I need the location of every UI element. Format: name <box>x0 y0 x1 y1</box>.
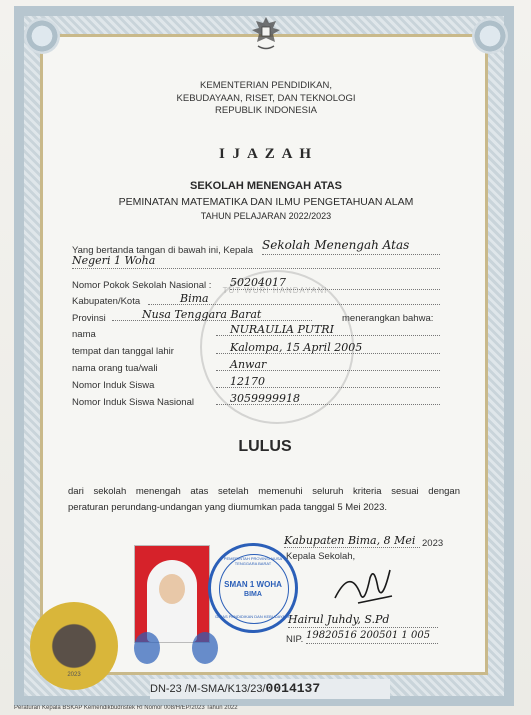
ttl-label: tempat dan tanggal lahir <box>72 346 174 357</box>
nip-label: NIP. <box>286 634 304 645</box>
ministry-line: REPUBLIK INDONESIA <box>215 105 317 116</box>
signature-icon <box>330 558 400 618</box>
kabupaten-label: Kabupaten/Kota <box>72 296 141 307</box>
headmaster-label: Kepala Sekolah, <box>286 551 356 562</box>
nisn-value: 3059999918 <box>216 392 440 405</box>
ortu-label: nama orang tua/wali <box>72 363 158 374</box>
npsn-label: Nomor Pokok Sekolah Nasional : <box>72 280 212 291</box>
fingerprint-left <box>134 632 160 664</box>
school-name-line-2: Negeri 1 Woha <box>72 254 440 269</box>
place-date: Kabupaten Bima, 8 Mei <box>284 534 420 548</box>
ortu-value: Anwar <box>216 358 440 371</box>
nama-label: nama <box>72 329 96 340</box>
fingerprint-right <box>192 632 218 664</box>
provinsi-value: Nusa Tenggara Barat <box>112 308 312 321</box>
place-year: 2023 <box>422 538 444 549</box>
student-photo <box>134 545 210 643</box>
watermark-text: TUT WURI HANDAYANI <box>222 286 328 295</box>
garuda-emblem-icon <box>249 14 283 54</box>
statement-line-1: dari sekolah menengah atas setelah memenuhi seluruh kriteria sesuai dengan <box>68 486 460 497</box>
npsn-value: 50204017 <box>230 276 440 290</box>
headmaster-name: Hairul Juhdy, S.Pd <box>288 613 438 628</box>
ministry-line: KEMENTERIAN PENDIDIKAN, <box>200 80 332 91</box>
serial-prefix: DN-23 /M-SMA/K13/23/ <box>150 683 266 695</box>
corner-ornament <box>472 18 508 54</box>
stamp-ring-text: PEMERINTAH PROVINSI NUSA TENGGARA BARAT <box>223 556 283 566</box>
serial-number: 0014137 <box>265 681 321 696</box>
provinsi-label: Provinsi <box>72 313 106 324</box>
ministry-line: KEBUDAYAAN, RISET, DAN TEKNOLOGI <box>176 92 356 104</box>
kabupaten-value: Bima <box>148 292 440 305</box>
nama-value: NURAULIA PUTRI <box>216 323 440 336</box>
school-name-line-1: Sekolah Menengah Atas <box>262 238 440 255</box>
school-type: SEKOLAH MENENGAH ATAS <box>190 180 342 192</box>
stamp-bottom-text: DINAS PENDIDIKAN DAN KEBUDAYAAN <box>215 614 291 619</box>
ttl-value: Kalompa, 15 April 2005 <box>216 341 440 354</box>
statement-line-2: peraturan perundang-undangan yang diumumkan pada tanggal 5 Mei 2023. <box>68 502 388 513</box>
nisn-label: Nomor Induk Siswa Nasional <box>72 397 194 408</box>
stamp-school: SMAN 1 WOHA <box>224 580 282 589</box>
intro-text: Yang bertanda tangan di bawah ini, Kepala <box>72 245 253 256</box>
nis-label: Nomor Induk Siswa <box>72 380 155 391</box>
result-status: LULUS <box>238 438 292 455</box>
menerangkan-text: menerangkan bahwa: <box>342 313 434 324</box>
stamp-city: BIMA <box>244 591 262 598</box>
document-title: I J A Z A H <box>218 146 314 162</box>
program-name: PEMINATAN MATEMATIKA DAN ILMU PENGETAHUAN ALAM <box>118 196 414 208</box>
school-stamp <box>208 543 298 633</box>
nip-value: 19820516 200501 1 005 <box>306 630 438 644</box>
hologram-seal <box>30 602 118 690</box>
serial-number-box <box>150 679 390 699</box>
nis-value: 12170 <box>216 375 440 388</box>
academic-year: TAHUN PELAJARAN 2022/2023 <box>200 211 332 221</box>
ministry-header <box>120 80 412 118</box>
corner-ornament <box>24 18 60 54</box>
footer-regulation: Peraturan Kepala BSKAP Kemendikbudristek RI Nomor 008/H/EP/2023 Tahun 2022 <box>14 705 238 711</box>
seal-year: 2023 <box>67 672 81 678</box>
